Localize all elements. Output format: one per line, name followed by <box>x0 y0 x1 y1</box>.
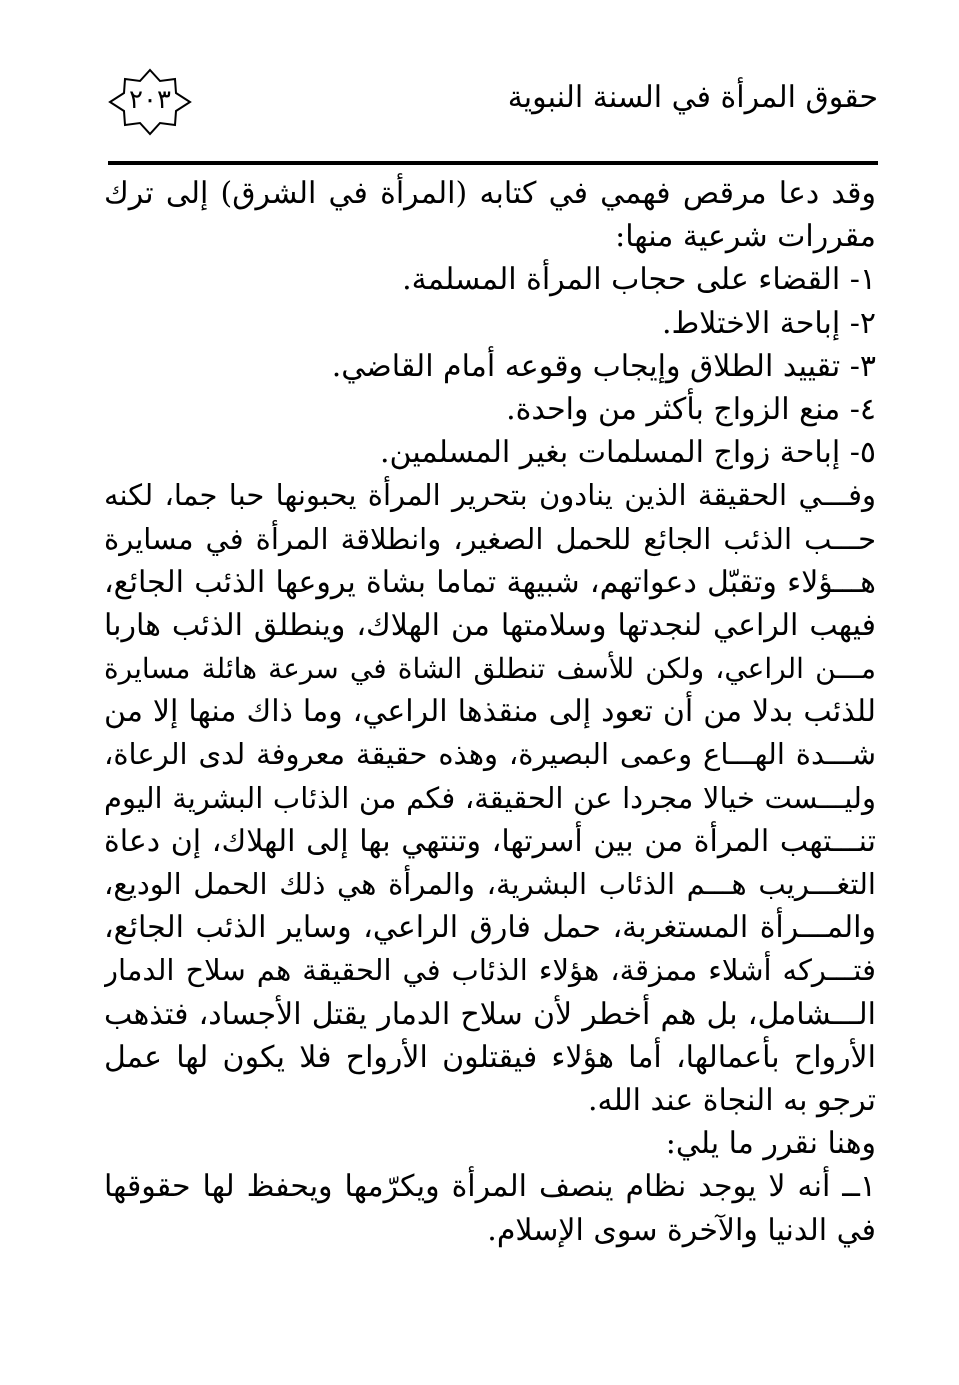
text-line: الـــشامل، بل هم أخطر لأن سلاح الدمار يقتل الأجساد، فتذهب <box>104 996 876 1032</box>
text-line: شـــدة الهـــاع وعمى البصيرة، وهذه حقيقة معروفة لدى الرعاة، <box>104 737 876 772</box>
text-line: حـــب الذئب الجائع للحمل الصغير، وانطلاقة المرأة في مسايرة <box>104 521 876 556</box>
text-line: ترجو به النجاة عند الله. <box>587 1082 876 1118</box>
text-line: مقررات شرعية منها: <box>615 219 876 255</box>
text-line: ٤- منع الزواج بأكثر من واحدة. <box>506 391 876 427</box>
text-line: هـــؤلاء وتقبّل دعواتهم، شبيهة تماما بشاة يروعها الذئب الجائع، <box>104 564 876 600</box>
text-line: للذئب بدلا من أن تعود إلى منقذها الراعي، وما ذاك منها إلا من <box>104 694 876 730</box>
header-title: حقوق المرأة في السنة النبوية <box>507 80 878 115</box>
text-line: وهنا نقرر ما يلي: <box>665 1126 876 1162</box>
text-line: وفـــي الحقيقة الذين ينادون بتحرير المرأة يحبونها حبا جما، لكنه <box>104 478 876 513</box>
text-line: والمـــرأة المستغربة، حمل فارق الراعي، وساير الذئب الجائع، <box>104 910 876 946</box>
text-line: وليـــست خيالا مجردا عن الحقيقة، فكم من الذئاب البشرية اليوم <box>104 780 876 815</box>
text-line: التغـــريب هـــم الذئاب البشرية، والمرأة هي ذلك الحمل الوديع، <box>104 867 876 901</box>
text-line: ١- القضاء على حجاب المرأة المسلمة. <box>402 262 876 298</box>
page-number-badge <box>108 68 192 136</box>
page-number: ٢٠٣ <box>129 85 171 115</box>
text-line: ٥- إباحة زواج المسلمات بغير المسلمين. <box>379 435 876 471</box>
text-line: ١ــ أنه لا يوجد نظام ينصف المرأة ويكرّمها ويحفظ لها حقوقها <box>104 1169 876 1205</box>
text-line: مـــن الراعي، ولكن للأسف تنطلق الشاة في سرعة هائلة مسايرة <box>104 652 876 686</box>
text-line: وقد دعا مرقص فهمي في كتابه (المرأة في الشرق) إلى ترك <box>104 176 876 211</box>
header-divider <box>108 161 878 165</box>
text-line: فيهب الراعي لنجدتها وسلامتها من الهلاك، وينطلق الذئب هاربا <box>104 607 876 643</box>
running-header <box>108 68 878 138</box>
text-line: الأرواح بأعمالها، أما هؤلاء فيقتلون الأرواح فلا يكون لها عمل <box>104 1039 876 1075</box>
body-text <box>104 172 876 1252</box>
text-line: ٢- إباحة الاختلاط. <box>661 305 876 341</box>
text-line: في الدنيا والآخرة سوى الإسلام. <box>487 1212 876 1248</box>
text-line: ٣- تقييد الطلاق وإيجاب وقوعه أمام القاضي. <box>331 348 876 384</box>
text-line: تنـــتهب المرأة من بين أسرتها، وتنتهي بها إلى الهلاك، إن دعاة <box>104 823 876 859</box>
text-line: فتـــركه أشلاء ممزقة، هؤلاء الذئاب في الحقيقة هم سلاح الدمار <box>104 953 876 988</box>
